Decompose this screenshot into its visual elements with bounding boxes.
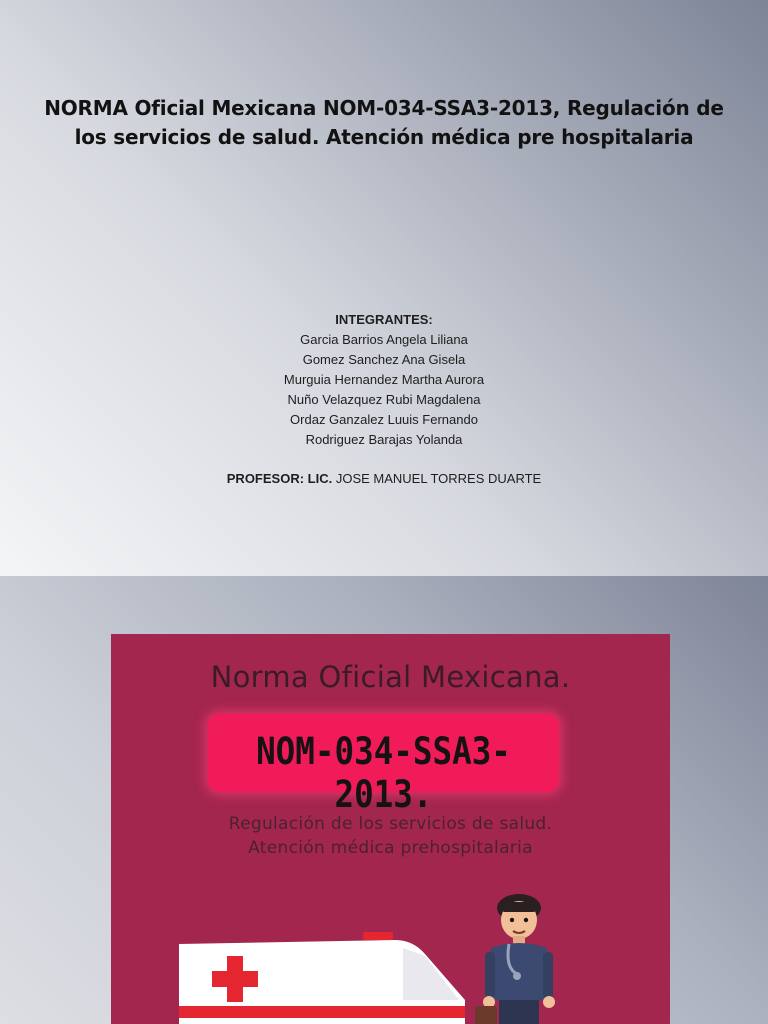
member-name: Garcia Barrios Angela Liliana xyxy=(300,332,468,347)
slide-title: NORMA Oficial Mexicana NOM-034-SSA3-2013, Regulación de los servicios de salud. Atención médica pre hospitalaria xyxy=(44,96,724,149)
poster-slide xyxy=(0,576,768,1024)
member-name: Rodriguez Barajas Yolanda xyxy=(305,432,463,447)
paramedic-illustration xyxy=(469,888,569,1024)
poster-subtitle-line: Atención médica prehospitalaria xyxy=(248,838,533,858)
poster-image xyxy=(111,634,670,1024)
member-name: Nuño Velazquez Rubi Magdalena xyxy=(287,392,481,407)
ambulance-illustration xyxy=(175,930,475,1024)
poster-subtitle xyxy=(111,812,670,860)
norm-code: NOM-034-SSA3-2013. xyxy=(256,730,511,816)
professor-line xyxy=(0,471,768,486)
member-name: Ordaz Ganzalez Luuis Fernando xyxy=(290,412,478,427)
member-name: Gomez Sanchez Ana Gisela xyxy=(302,352,466,367)
members-block xyxy=(0,310,768,450)
member-name: Murguia Hernandez Martha Aurora xyxy=(283,372,485,387)
poster-title: Norma Oficial Mexicana. xyxy=(210,660,571,694)
professor-label: PROFESOR: LIC. xyxy=(226,471,333,486)
code-badge xyxy=(208,714,559,816)
poster-subtitle-line: Regulación de los servicios de salud. xyxy=(228,814,553,834)
professor-name: JOSE MANUEL TORRES DUARTE xyxy=(332,471,542,486)
members-heading: INTEGRANTES: xyxy=(335,312,433,327)
